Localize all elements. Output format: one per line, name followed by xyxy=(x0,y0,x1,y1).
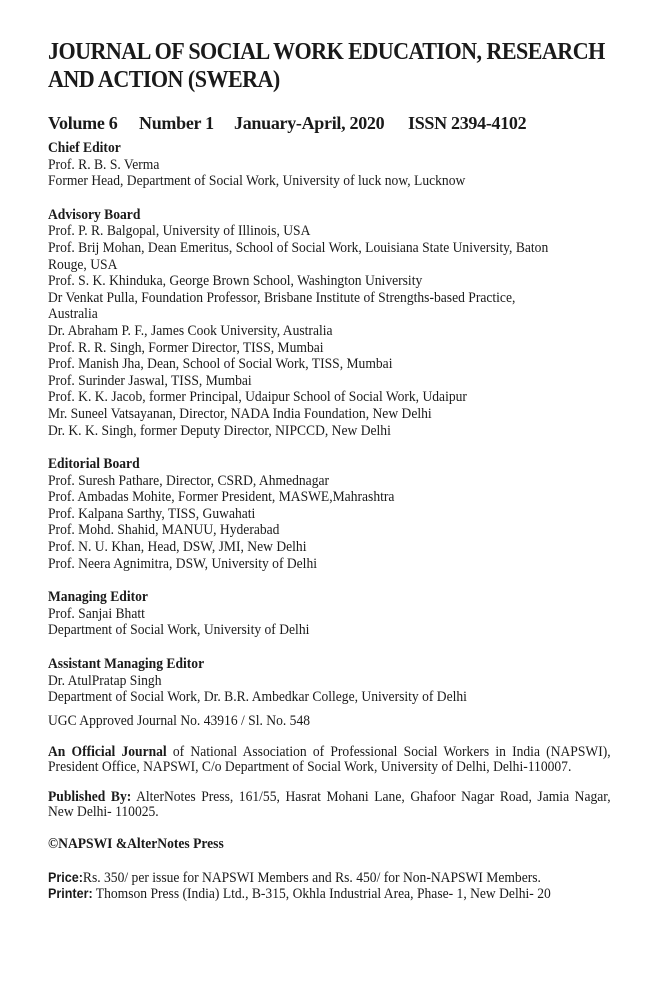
advisory-board-member: Prof. R. R. Singh, Former Director, TISS, Mumbai xyxy=(48,339,324,356)
issue-volume: Volume 6 xyxy=(48,113,118,133)
official-journal-label: An Official Journal xyxy=(48,744,167,761)
advisory-board-member: Prof. Manish Jha, Dean, School of Social Work, TISS, Mumbai xyxy=(48,356,393,373)
advisory-board-member: Prof. Brij Mohan, Dean Emeritus, School of Social Work, Louisiana State University, Baton xyxy=(48,239,549,256)
assistant-managing-editor-affiliation: Department of Social Work, Dr. B.R. Ambedkar College, University of Delhi xyxy=(48,689,467,706)
editorial-board-section xyxy=(48,456,610,572)
advisory-board-member: Dr Venkat Pulla, Foundation Professor, Brisbane Institute of Strengths-based Practice, xyxy=(48,289,516,306)
publisher-label: Published By: xyxy=(48,789,132,806)
printer-label: Printer: xyxy=(48,886,93,902)
editorial-board-member: Prof. Neera Agnimitra, DSW, University of Delhi xyxy=(48,555,318,572)
chief-editor-section xyxy=(48,140,610,190)
managing-editor-heading: Managing Editor xyxy=(48,589,148,606)
masthead-page xyxy=(48,38,610,902)
issue-number: Number 1 xyxy=(139,113,214,133)
managing-editor-section xyxy=(48,589,610,639)
issue-issn: ISSN 2394-4102 xyxy=(408,113,527,133)
price-line xyxy=(48,870,610,886)
managing-editor-name: Prof. Sanjai Bhatt xyxy=(48,605,145,622)
editorial-board-heading: Editorial Board xyxy=(48,456,140,473)
advisory-board-member: Dr. K. K. Singh, former Deputy Director, NIPCCD, New Delhi xyxy=(48,422,391,439)
advisory-board-member: Prof. P. R. Balgopal, University of Illinois, USA xyxy=(48,223,311,240)
advisory-board-member: Prof. K. K. Jacob, former Principal, Udaipur School of Social Work, Udaipur xyxy=(48,389,467,406)
advisory-board-member: Prof. S. K. Khinduka, George Brown School, Washington University xyxy=(48,273,423,290)
issue-info xyxy=(48,112,610,134)
assistant-managing-editor-heading: Assistant Managing Editor xyxy=(48,656,205,673)
chief-editor-name: Prof. R. B. S. Verma xyxy=(48,156,160,173)
ugc-approval-text: UGC Approved Journal No. 43916 / Sl. No. 548 xyxy=(48,712,311,729)
price-label: Price: xyxy=(48,870,83,886)
editorial-board-member: Prof. Ambadas Mohite, Former President, MASWE,Mahrashtra xyxy=(48,489,395,506)
editorial-board-member: Prof. Mohd. Shahid, MANUU, Hyderabad xyxy=(48,522,280,539)
issue-date: January-April, 2020 xyxy=(234,113,385,133)
advisory-board-member: Australia xyxy=(48,306,98,323)
advisory-board-member: Dr. Abraham P. F., James Cook University, Australia xyxy=(48,322,333,339)
editorial-board-member: Prof. Suresh Pathare, Director, CSRD, Ahmednagar xyxy=(48,472,330,489)
ugc-approval xyxy=(48,713,610,730)
journal-title xyxy=(48,38,618,94)
publisher-text: AlterNotes Press, 161/55, Hasrat Mohani Lane, Ghafoor Nagar Road, Jamia Nagar, New Delhi- 110025. xyxy=(48,789,611,820)
chief-editor-affiliation: Former Head, Department of Social Work, University of luck now, Lucknow xyxy=(48,173,466,190)
official-journal-text: of National Association of Professional Social Workers in India (NAPSWI), President Office, NAPSWI, C/o Department of Social Work, University of Delhi, Delhi-110007. xyxy=(48,744,611,775)
price-printer-block xyxy=(48,870,610,902)
advisory-board-section xyxy=(48,207,610,439)
editorial-board-member: Prof. Kalpana Sarthy, TISS, Guwahati xyxy=(48,505,256,522)
editorial-board-member: Prof. N. U. Khan, Head, DSW, JMI, New Delhi xyxy=(48,539,307,556)
journal-title-line1: JOURNAL OF SOCIAL WORK EDUCATION, RESEARCH xyxy=(48,39,605,65)
managing-editor-affiliation: Department of Social Work, University of Delhi xyxy=(48,622,310,639)
chief-editor-heading: Chief Editor xyxy=(48,140,121,156)
journal-title-line2: AND ACTION (SWERA) xyxy=(48,67,280,93)
copyright-notice: ©NAPSWI &AlterNotes Press xyxy=(48,836,224,853)
advisory-board-heading: Advisory Board xyxy=(48,206,141,223)
publisher-paragraph xyxy=(48,790,611,819)
advisory-board-member: Prof. Surinder Jaswal, TISS, Mumbai xyxy=(48,372,252,389)
price-text: Rs. 350/ per issue for NAPSWI Members and Rs. 450/ for Non-NAPSWI Members. xyxy=(82,870,541,887)
assistant-managing-editor-name: Dr. AtulPratap Singh xyxy=(48,672,162,689)
printer-text: Thomson Press (India) Ltd., B-315, Okhla Industrial Area, Phase- 1, New Delhi- 20 xyxy=(92,886,551,903)
official-journal-paragraph xyxy=(48,745,611,774)
advisory-board-member: Rouge, USA xyxy=(48,256,118,273)
printer-line xyxy=(48,886,610,902)
advisory-board-member: Mr. Suneel Vatsayanan, Director, NADA India Foundation, New Delhi xyxy=(48,405,432,422)
assistant-managing-editor-section xyxy=(48,656,610,706)
